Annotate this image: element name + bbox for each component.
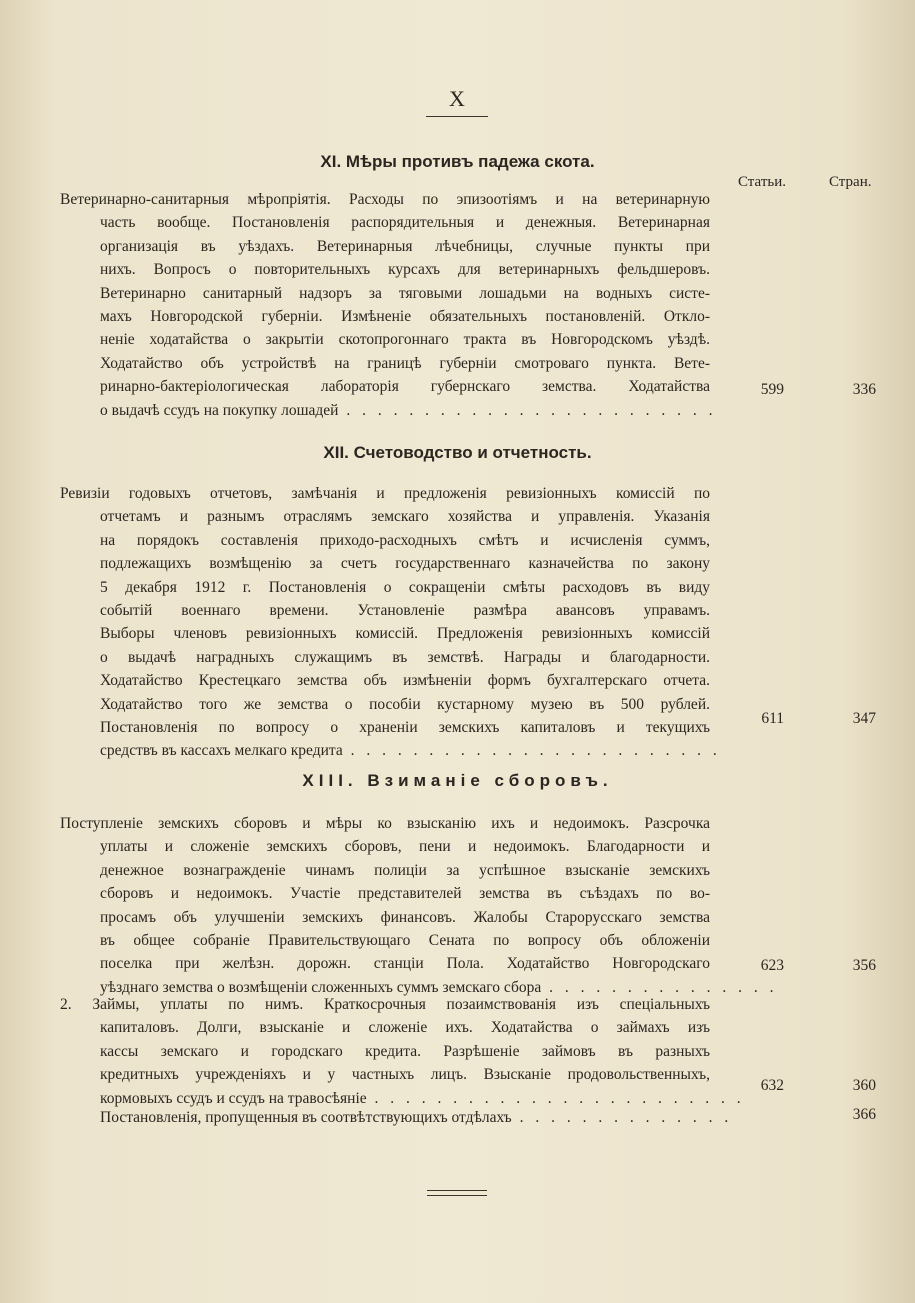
leader-dots: . . . . . . . . . . . . . . . . . . . . . . . . [342, 742, 721, 760]
entry-line: въ общее собраніе Правительствующаго Сената по вопросу объ обложеніи [100, 932, 710, 950]
entry-line: 5 декабря 1912 г. Постановленія о сокращеніи смѣты расходовъ въ виду [100, 578, 710, 596]
entry-line [60, 399, 717, 422]
page-reference: 360 [852, 1077, 876, 1094]
entry-line: неніе ходатайства о закрытіи скотопрогоннаго тракта въ Новгородскомъ уѣздѣ. [100, 331, 710, 349]
entry-line: Ветеринарно санитарный надзоръ за тяговыми лошадьми на водныхъ систе- [100, 284, 710, 302]
entry-line: Ветеринарно-санитарныя мѣропріятія. Расходы по эпизоотіямъ и на ветеринарную [60, 191, 710, 208]
entry-line-text: уѣзднаго земства о возмѣщеніи сложенныхъ суммъ земскаго сбора [100, 978, 542, 996]
entry-line: Ходатайство объ устройствѣ на границѣ губерніи смотроваго пункта. Вете- [100, 354, 710, 372]
entry-line: событій военнаго времени. Установленіе размѣра авансовъ управамъ. [100, 602, 710, 620]
entry-line: часть вообще. Постановленія распорядительныя и денежныя. Ветеринарная [100, 214, 710, 232]
leader-dots: . . . . . . . . . . . . . . . [541, 978, 778, 996]
entry-line: кредитныхъ учрежденіяхъ и у частныхъ лицъ. Взысканіе продовольственныхъ, [100, 1066, 710, 1084]
leader-dots: . . . . . . . . . . . . . . [511, 1109, 733, 1126]
entry-line: поселка при желѣзн. дорожн. станціи Пола. Ходатайство Новгородскаго [100, 955, 710, 973]
entry-line: на порядокъ составленія приходо-расходныхъ смѣтъ и исчисленія суммъ, [100, 531, 710, 549]
entry-line: уплаты и сложеніе земскихъ сборовъ, пени и недоимокъ. Благодарности и [100, 838, 710, 856]
entry-line: сборовъ и недоимокъ. Участіе представителей земства въ съѣздахъ по во- [100, 885, 710, 903]
entry-line: нихъ. Вопросъ о повторительныхъ курсахъ для ветеринарныхъ фельдшеровъ. [100, 261, 710, 279]
article-number: 623 [760, 957, 784, 974]
entry-omitted-resolutions [60, 1106, 733, 1129]
entry-line: Постановленія по вопросу о храненіи земскихъ капиталовъ и текущихъ [100, 719, 710, 737]
entry-line: отчетамъ и разнымъ отраслямъ земскаго хозяйства и управленія. Указанія [100, 508, 710, 526]
page-reference: 356 [852, 957, 876, 974]
entry-line: капиталовъ. Долги, взысканіе и сложеніе ихъ. Ходатайства о займахъ изъ [100, 1019, 710, 1037]
article-number: 599 [760, 381, 784, 398]
article-number: 632 [760, 1077, 784, 1094]
page-number: X [449, 86, 466, 111]
entry-line-text: Постановленія, пропущенныя въ соотвѣтствующихъ отдѣлахъ [100, 1109, 512, 1126]
entry-line: Ходатайство Крестецкаго земства объ измѣненіи формъ бухгалтерскаго отчета. [100, 672, 710, 690]
entry-line-text: средствъ въ кассахъ мелкаго кредита [100, 742, 343, 760]
page-number-rule [426, 116, 488, 117]
entry-line-text: кормовыхъ ссудъ и ссудъ на травосѣяніе [100, 1089, 367, 1107]
entry-line: подлежащихъ возмѣщенію за счетъ государственнаго казначейства по закону [100, 555, 710, 573]
section-title-xii: XII. Счетоводство и отчетность. [323, 443, 592, 462]
article-number: 611 [761, 710, 784, 727]
entry-veterinary [60, 188, 717, 422]
entry-line: о выдачѣ наградныхъ служащимъ въ земствѣ. Награды и благодарности. [100, 648, 710, 666]
entry-line: просамъ объ улучшеніи земскихъ финансовъ. Жалобы Старорусскаго земства [100, 908, 710, 926]
entry-loans [60, 993, 745, 1110]
entry-line: организація въ уѣздахъ. Ветеринарныя лѣчебницы, случные пункты при [100, 237, 710, 255]
page-reference: 336 [852, 381, 876, 398]
entry-line: Выборы членовъ ревизіонныхъ комиссій. Предложенія ревизіонныхъ комиссій [100, 625, 710, 643]
entry-line: Поступленіе земскихъ сборовъ и мѣры ко взысканію ихъ и недоимокъ. Разсрочка [60, 815, 710, 832]
leader-dots: . . . . . . . . . . . . . . . . . . . . . . . . [338, 401, 717, 419]
column-header-pages: Стран. [829, 174, 872, 190]
entry-line: махъ Новгородской губерніи. Измѣненіе обязательныхъ постановленій. Откло- [100, 308, 710, 326]
entry-line: Ревизіи годовыхъ отчетовъ, замѣчанія и предложенія ревизіонныхъ комиссій по [60, 485, 710, 502]
section-title-xi: XI. Мѣры противъ падежа скота. [320, 152, 595, 171]
entry-accounting [60, 482, 721, 763]
entry-line: кассы земскаго и городскаго кредита. Разрѣшеніе займовъ въ разныхъ [100, 1042, 710, 1060]
entry-line: 2. Займы, уплаты по нимъ. Краткосрочныя позаимствованія изъ спеціальныхъ [60, 996, 710, 1013]
entry-line: денежное вознагражденіе чинамъ полиціи за успѣшное взысканіе земскихъ [100, 861, 710, 879]
column-header-articles: Статьи. [738, 174, 786, 190]
entry-line: Ходатайство того же земства о пособіи кустарному музею въ 500 рублей. [100, 695, 710, 713]
section-title-xiii: XIII. Взиманіе сборовъ. [302, 771, 613, 790]
page-reference: 347 [852, 710, 876, 727]
end-rule-top [427, 1190, 487, 1191]
end-rule-bottom [427, 1195, 487, 1196]
page-reference: 366 [852, 1106, 876, 1123]
entry-line [60, 739, 721, 762]
leader-dots: . . . . . . . . . . . . . . . . . . . . . . . . [366, 1089, 745, 1107]
entry-line-text: о выдачѣ ссудъ на покупку лошадей [100, 401, 339, 419]
entry-line [60, 1106, 733, 1129]
entry-line: ринарно-бактеріологическая лабораторія губернскаго земства. Ходатайства [100, 378, 710, 396]
